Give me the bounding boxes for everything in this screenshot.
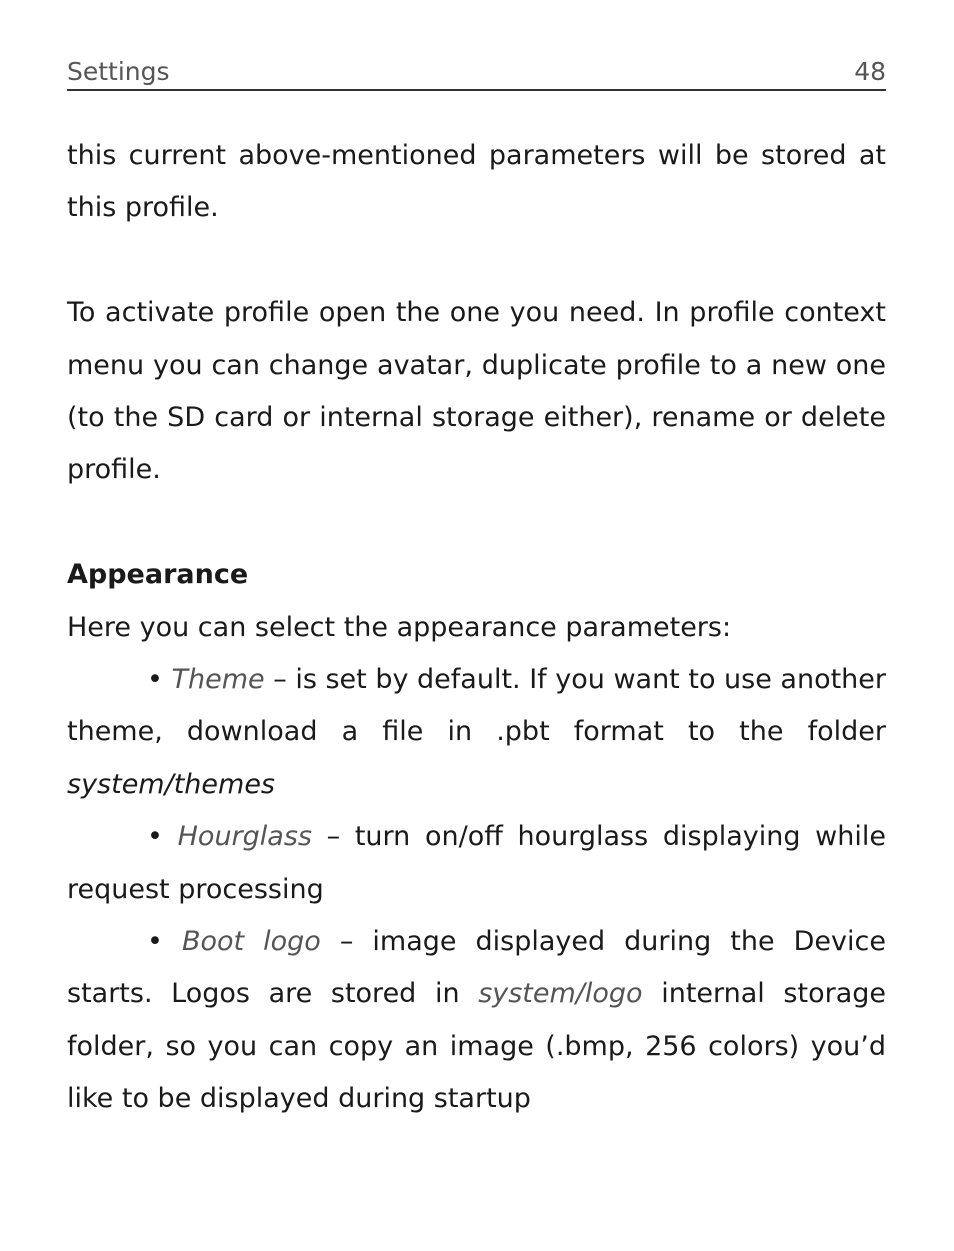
bullet-marker: •	[147, 821, 163, 853]
appearance-heading: Appearance	[67, 559, 249, 591]
term-theme: Theme	[171, 664, 265, 696]
path-system-logo: system/logo	[478, 978, 643, 1010]
term-boot-logo: Boot logo	[181, 926, 321, 958]
bullet-text: – image displayed during the Device starts. Logos are stored in	[67, 926, 886, 1010]
term-hourglass: Hourglass	[177, 821, 312, 853]
paragraph-spacer	[67, 497, 886, 549]
bullet-text-continued: internal storage folder, so you can copy an image (.bmp, 256 colors) you’d like to be displayed during startup	[67, 978, 886, 1115]
bullet-theme	[67, 654, 886, 811]
page-number: 48	[854, 57, 886, 86]
bullet-text: – turn on/off hourglass displaying while request processing	[67, 821, 886, 905]
profile-paragraph-1: this current above-mentioned parameters will be stored at this profile.	[67, 140, 886, 224]
bullet-hourglass	[67, 811, 886, 916]
page-body	[67, 130, 886, 1126]
appearance-intro: Here you can select the appearance parameters:	[67, 611, 732, 643]
bullet-marker: •	[147, 926, 163, 958]
page-header	[67, 56, 886, 91]
section-title: Settings	[67, 57, 170, 86]
bullet-marker: •	[147, 664, 163, 696]
paragraph-spacer	[67, 235, 886, 287]
profile-paragraph-2: To activate profile open the one you need. In profile context menu you can change avatar, duplicate profile to a new one (to the SD card or internal storage either), rename or delete profile.	[67, 297, 886, 486]
bullet-boot-logo	[67, 916, 886, 1126]
path-system-themes: system/themes	[67, 768, 275, 800]
bullet-text: – is set by default. If you want to use another theme, download a file in .pbt format to the folder	[67, 664, 887, 748]
